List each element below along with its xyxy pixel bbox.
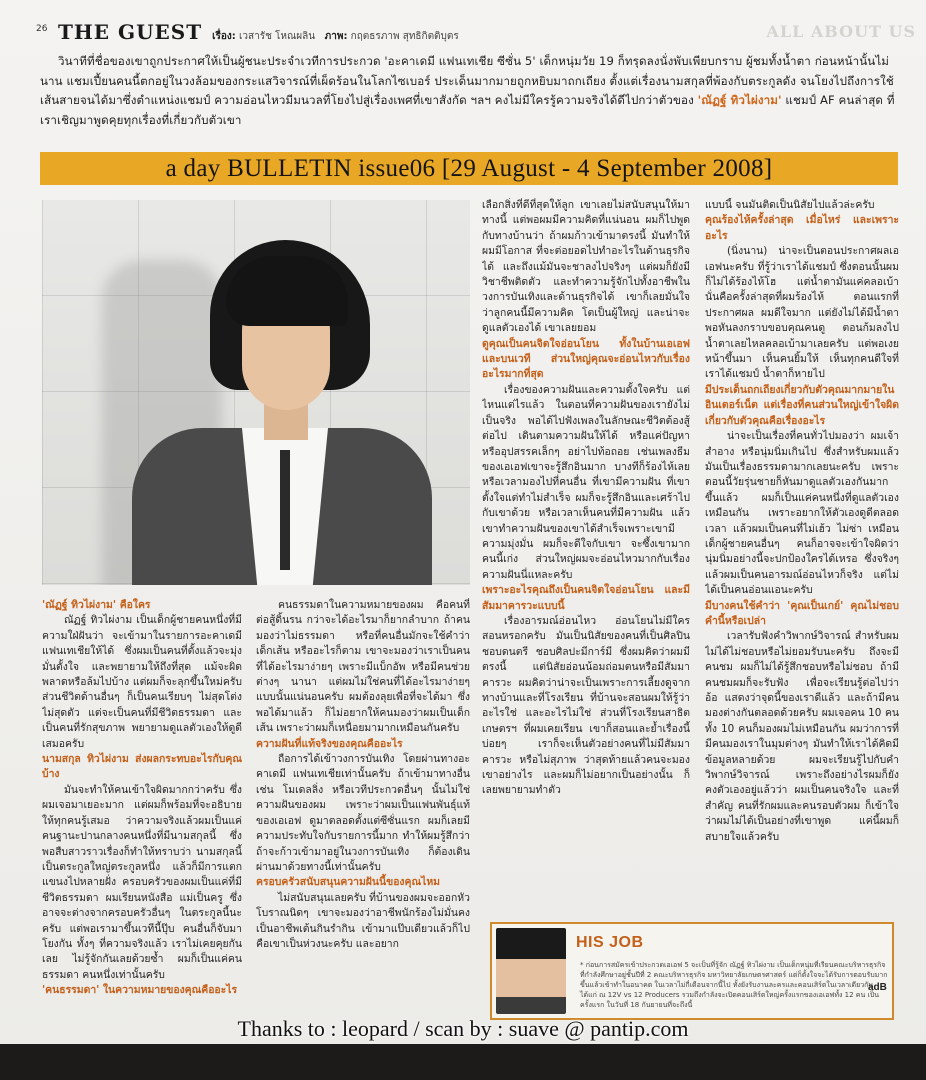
interview-paragraph: เรื่องของความฝันและความตั้งใจครับ แต่ไหนแต่ไรแล้ว ในตอนที่ความฝันของเรายังไม่เป็นจริง พอได้ไปฟังเพลงในลักษณะชีวิตต้องสู้ต่อไป เดินตามความฝันให้ได้ หรือแค่ปัญหาหรืออุปสรรคเล็กๆ อย่าไปท้อถอย เช่นเพลงธีมของเอเอฟเขาจะรู้สึกอินมาก บางทีก็ร้องไห้เลย หรือเวลามองไปที่คนอื่น ที่เขามีความฝัน ที่เขาตั้งใจแต่ทำไม่สำเร็จ ผมก็จะรู้สึกอินและเศร้าไปกับเขาด้วย หรือเวลาเห็นคนที่มีความฝัน แล้วเขาทำความฝันของเขาได้สำเร็จเพราะเขามีความมุ่งมั่น ผมก็จะดีใจกับเขา จะซึ้งเขามาก คนนี้เก่ง ส่วนใหญ่ผมจะอ่อนไหวมากกับเรื่องความฝันนี่แหละครับ bbox=[482, 383, 690, 581]
interview-paragraph: น่าจะเป็นเรื่องที่คนทั่วไปมองว่า ผมเจ้าสำอาง หรือนุ่มนิ่มเกินไป ซึ่งสำหรับผมแล้วมันเป็นเรื่องธรรมดามากเลยนะครับ เพราะตอนนี้วัยรุ่นชายก็หันมาดูแลตัวเองกันมากขึ้นแล้ว ผมก็เป็นแค่คนหนึ่งที่ดูแลตัวเองเหมือนกัน เพราะอยากให้ตัวเองดูดีตลอดเวลา แล้วผมเป็นคนที่ไม่เฮ้ว ไม่ซ่า เหมือนเด็กผู้ชายคนอื่นๆ คนก็อาจจะเข้าใจผิดว่า นุ่มนิ่มอย่างนี้จะปกป้องใครได้เหรอ ซึ่งจริงๆ แล้วผมเป็นคนอารมณ์อ่อนไหวก็จริง แต่ไม่ได้เป็นคนอ่อนแอนะครับ bbox=[705, 430, 899, 597]
signature-mark: adB bbox=[868, 982, 887, 993]
bottom-bar bbox=[0, 1044, 926, 1080]
interview-paragraph: (นิ่งนาน) น่าจะเป็นตอนประกาศผลเอเอฟนะครับ ที่รู้ว่าเราได้แชมป์ ซึ่งตอนนั้นผมก็ไม่ได้ร้องไห้โฮ แต่น้ำตามันแค่คลอเบ้า นั่นคือครั้งล่าสุดที่ผมร้องไห้ ตอนแรกที่ประกาศผล ผมดีใจมาก แต่ยังไม่ได้มีน้ำตา พอหันลงกราบขอบคุณคนดู ตอนก้มลงไปน้ำตาเลยไหลคลอเบ้ามาเลยครับ แต่พอเงยหน้าขึ้นมา เห็นคนยิ้มให้ เห็นทุกคนดีใจที่เราได้แชมป์ น้ำตาก็หายไป bbox=[705, 245, 899, 381]
intro-paragraph bbox=[40, 52, 900, 130]
his-job-box bbox=[490, 922, 894, 1020]
photo-label: ภาพ: bbox=[324, 31, 348, 42]
photo-tie bbox=[280, 450, 290, 570]
interview-question: ความฝันที่แท้จริงของคุณคืออะไร bbox=[256, 737, 403, 750]
page-number: 26 bbox=[36, 24, 48, 34]
interview-paragraph: ณัฏฐ์ ทิวไผ่งาม เป็นเด็กผู้ชายคนหนึ่งที่มีความใฝ่ฝันว่า จะเข้ามาในรายการอะคาเดมี แฟนเทเชียให้ได้ ซึ่งผมเป็นคนที่ตั้งแล้วจะมุ่งมั่นตั้งใจ และพยายามให้ถึงที่สุด แม้จะผิดพลาดหรือล้มไปบ้าง แต่ผมก็จะลุกขึ้นใหม่ครับ ส่วนชีวิตด้านอื่นๆ ก็เป็นคนเรียบๆ ไม่สุดโต่ง ไม่สุดตัว แต่จะเป็นคนที่มีชีวิตธรรมดา และเป็นคนที่รักสุขภาพ พยายามดูแลตัวเองให้ดูดีเสมอครับ bbox=[42, 614, 242, 750]
story-author: เวสารัช โหณผลิน bbox=[238, 31, 316, 42]
interview-paragraph: เรื่องอารมณ์อ่อนไหว อ่อนโยนไม่มีใครสอนหรอกครับ มันเป็นนิสัยของคนที่เป็นศิลปิน ชอบดนตรี ชอบศิลปะมีการ์มี ซึ่งผมคิดว่าผมมีตรงนี้ แต่นิสัยอ่อนน้อมถ่อมตนหรือมีสัมมาคารวะ ผมคิดว่าน่าจะเป็นเพราะการเลี้ยงดูจากทางบ้านและที่โรงเรียน ที่บ้านจะสอนผมให้รู้ว่าอะไรใช่ และอะไรไม่ใช่ ส่วนที่โรงเรียนสาธิตเกษตรฯ ที่ผมเคยเรียน เขาก็สอนและย้ำเรื่องนี้บ่อยๆ เราก็จะเห็นตัวอย่างคนที่ไม่มีสัมมาคารวะ หรือไม่สุภาพ ว่าสุดท้ายแล้วคนจะมองเขาอย่างไร และผมก็ไม่อยากเป็นอย่างนั้น ก็เลยพยายามทำตัว bbox=[482, 614, 690, 797]
section-title: THE GUEST bbox=[58, 20, 203, 44]
story-label: เรื่อง: bbox=[212, 31, 236, 42]
interview-question: ดูคุณเป็นคนจิตใจอ่อนโยน ทั้งในบ้านเอเอฟและบนเวที ส่วนใหญ่คุณจะอ่อนไหวกับเรื่องอะไรมากที่สุด bbox=[482, 337, 690, 381]
byline bbox=[212, 29, 459, 44]
portrait-photo bbox=[42, 200, 470, 585]
interview-paragraph: เลือกสิ่งที่ดีที่สุดให้ลูก เขาเลยไม่สนับสนุนให้มาทางนี้ แต่พอผมมีความคิดที่แน่นอน ผมก็ไปพูดกับทางบ้านว่า ถ้าผมก้าวเข้ามาตรงนี้ มันทำให้ผมมีโอกาส ที่จะต่อยอดไปทำอะไรในด้านธุรกิจได้ และถึงแม้มันจะชาลงไปจริงๆ แต่ผมก็ยังมีวิชาชีพติดตัว และทำความรู้จักไปทั้งอาชีพในวงการบันเทิงและด้านธุรกิจได้ เขาก็เลยมั่นใจว่าลูกคนนี้มีความคิด โตเป็นผู้ใหญ่ และน่าจะดูแลตัวเองได้ เขาเลยยอม bbox=[482, 199, 690, 335]
interview-question: นามสกุล ทิวไผ่งาม ส่งผลกระทบอะไรกับคุณบ้าง bbox=[42, 753, 242, 781]
interview-question: มีประเด็นถกเถียงเกี่ยวกับตัวคุณมากมายในอินเตอร์เน็ต แต่เรื่องที่คนส่วนใหญ่เข้าใจผิดเกี่ยวกับตัวคุณคือเรื่องอะไร bbox=[705, 383, 899, 427]
interview-paragraph: เวลารับฟังคำวิพากษ์วิจารณ์ สำหรับผมไม่ได้ไม่ชอบหรือไม่ยอมรับนะครับ ถึงจะมีคนชม ผมก็ไม่ได้รู้สึกชอบหรือไม่ชอบ ถ้ามีคนชมผมก็จะรับฟัง เพื่อจะเรียนรู้ต่อไปว่า อ้อ แสดงว่าจุดนี้ของเราดีแล้ว และถ้ามีคนมองต่างกันตลอดด้วยครับ ผมเจอคน 10 คน ทั้ง 10 คนก็มองผมไม่เหมือนกัน ผมว่าการที่มีคนมองเราในมุมต่างๆ มันทำให้เราได้คิดมีข้อมูลหลายด้วย ผมจะเรียนรู้ไปกับคำวิพากษ์วิจารณ์ เพราะถึงอย่างไรผมก็ยังคงตัวเองอยู่แล้วว่า ผมเป็นคนจริงใจ และที่สำคัญ คนที่รักผมและคนรอบตัวผม ก็เข้าใจว่าผมไม่ได้เป็นอย่างที่เขาพูด แค่นี้ผมก็สบายใจแล้วครับ bbox=[705, 630, 899, 843]
article-header bbox=[36, 20, 459, 48]
bulletin-label: a day BULLETIN issue06 [29 August - 4 September 2008] bbox=[165, 154, 773, 182]
photo-author: กฤตธรภาพ สุทธิกิตติบุตร bbox=[350, 31, 459, 42]
interview-question: 'คนธรรมดา' ในความหมายของคุณคืออะไร bbox=[42, 984, 238, 997]
interview-paragraph: ไม่สนับสนุนเลยครับ ที่บ้านของผมจะออกหัวโบราณนิดๆ เขาจะมองว่าอาชีพนักร้องไม่มั่นคง เป็นอาชีพเต้นกินรำกิน เข้ามาแป๊บเดียวแล้วก็ไป คือเขาเป็นห่วงนะครับ และอยาก bbox=[256, 891, 470, 950]
interview-question: 'ณัฏฐ์ ทิวไผ่งาม' คือใคร bbox=[42, 599, 151, 611]
text-column-3 bbox=[482, 198, 690, 906]
intro-name: 'ณัฏฐ์ ทิวไผ่งาม' bbox=[697, 93, 782, 107]
his-job-title: HIS JOB bbox=[576, 934, 644, 951]
intro-text-b: แชมป์ AF คนล่าสุด ที่เราเชิญมาพูดคุยทุกเรื่องที่เกี่ยวกับตัวเขา bbox=[40, 93, 895, 127]
photo-fringe bbox=[226, 256, 348, 326]
interview-paragraph: มันจะทำให้คนเข้าใจผิดมากกว่าครับ ซึ่งผมเจอมาเยอะมาก แต่ผมก็พร้อมที่จะอธิบายให้ทุกคนรู้เสมอ ว่าความจริงแล้วผมเป็นแค่คนฐานะปานกลางคนหนึ่งที่มีนามสกุลนี้ ซึ่งพอสืบสาวราวเรื่องก็ทำให้ทราบว่า นามสกุลนี้เป็นตระกูลใหญ่ตระกูลหนึ่ง แล้วก็มีการแตกแขนงไปหลายฝั่ง ครอบครัวของผมเป็นแค่ที่มีชีวิตธรรมดา ผมเรียนหนังสือ แม่เป็นครู ซึ่งอาจจะต่างจากครอบครัวอื่นๆ ในตระกูลนี้นะครับ แต่พอเรามาขึ้นเวทีนี้ปุ๊บ คนอื่นก็จับมาโยงกัน ทั้งๆ ที่ความจริงแล้ว เราไม่เคยคุยกันเลย ไม่รู้จักกันเลยด้วยซ้ำ ผมก็เป็นแค่คนธรรมดา คนหนึ่งเท่านั้นครับ bbox=[42, 783, 242, 981]
his-job-thumbnail bbox=[496, 928, 566, 1014]
text-column-4 bbox=[705, 198, 899, 988]
interview-question: มีบางคนใช้คำว่า 'คุณเป็นเกย์' คุณไม่ชอบคำนี้หรือเปล่า bbox=[705, 599, 899, 627]
interview-question: คุณร้องไห้ครั้งล่าสุด เมื่อไหร่ และเพราะอะไร bbox=[705, 214, 899, 242]
interview-paragraph: คนธรรมดาในความหมายของผม คือคนที่ต่อสู้ดิ้นรน กว่าจะได้อะไรมาก็ยากลำบาก ถ้าคนมองว่าไม่ธรรมดา หรือที่คนอื่นมักจะใช้คำว่า เด็กเส้น หรืออะไรก็ตาม เขาจะมองว่าเราเป็นคนที่ได้อะไรมาง่ายๆ เพราะมีแบ็กอัพ หรือมีคนช่วยต่างๆ นานา แต่ผมไม่ใช่คนที่ได้อะไรมาง่ายๆ แบบนั้นแน่นอนครับ ผมต้องลุยเพื่อที่จะได้มา ซึ่งพอได้มาแล้ว ก็ไม่อยากให้คนมองว่าผมเป็นเด็กเส้น เพราะว่าผมก็เหนื่อยมามากเหมือนกันครับ bbox=[256, 599, 470, 735]
intro-text-a: วินาทีที่ชื่อของเขาถูกประกาศให้เป็นผู้ชนะประจำเวทีการประกวด 'อะคาเดมี แฟนเทเชีย ซีซั่น 5' เด็กหนุ่มวัย 19 ก็ทรุดลงนั่งพับเพียบกราบ ผู้ชมทั้งน้ำตา ก่อนหน้านั้นไม่นาน แชมเปี้ยนคนนี้ตกอยู่ในวงล้อมของกระแสวิจารณ์ที่เผ็ดร้อนในโลกไซเบอร์ ประเด็นมากมายถูกหยิบมาถกเถียง ตั้งแต่เรื่องนามสกุลที่พ้องกับตระกูลดัง จนโยงไปถึงการใช้เส้นสายจนได้มาซึ่งตำแหน่งแชมป์ ความอ่อนไหวมีมนวลที่โยงไปสู่เรื่องเพศที่เขาสังกัด ฯลฯ คงไม่มีใครรู้ความจริงได้ดีไปกว่าตัวของ bbox=[40, 54, 894, 107]
interview-question: เพราะอะไรคุณถึงเป็นคนจิตใจอ่อนโยน และมีสัมมาคารวะแบบนี้ bbox=[482, 584, 690, 612]
text-column-2 bbox=[256, 598, 470, 1043]
bulletin-band bbox=[40, 152, 898, 185]
corner-label: ALL ABOUT US bbox=[766, 22, 916, 41]
interview-paragraph: แบบนี้ จนมันติดเป็นนิสัยไปแล้วล่ะครับ bbox=[705, 199, 875, 211]
scan-credit: Thanks to : leopard / scan by : suave @ pantip.com bbox=[237, 1016, 689, 1041]
interview-paragraph: ถือการได้เข้าวงการบันเทิง โดยผ่านทางอะคาเดมี แฟนเทเชียเท่านั้นครับ ถ้าเข้ามาทางอื่น เช่น โมเดลลิ่ง หรือเวทีประกวดอื่นๆ นั้นไม่ใช่ความฝันของผม เพราะว่าผมเป็นแฟนพันธุ์แท้ของเอเอฟ ดูมาตลอดตั้งแต่ซีซั่นแรก ผมก็เลยมีความประทับใจกับรายการนี้มาก ทำให้ผมรู้สึกว่าถ้าจะก้าวเข้ามาอยู่ในวงการบันเทิง ก็ต้องเดินผ่านมาด้วยทางนี้เท่านั้นครับ bbox=[256, 753, 470, 873]
his-job-text: * ก่อนการสมัครเข้าประกวดเอเอฟ 5 จะเป็นที่รู้จัก ณัฏฐ์ ทิวไผ่งาม เป็นเด็กหนุ่มที่เรียนคณะบริหารธุรกิจ ที่กำลังศึกษาอยู่ชั้นปีที่ 2 คณะบริหารธุรกิจ มหาวิทยาลัยเกษตรศาสตร์ แต่ก็ตั้งใจจะได้รับการตอบรับมากขึ้นแล้วเข้าทำในอนาคต ในเวลาไม่กี่เดือนจากนี้ไป ทั้งยังรับงานละครและคอนเสิร์ตในเวลาเดียวกัน ได้แก่ ณ 12V vs 12 Producers รวมถึงกำลังจะเปิดคอนเสิร์ตใหญ่ครั้งแรกของเอเอฟทั้ง 12 คน เป็นครั้งแรก ในวันที่ 18 กันยายนที่จะถึงนี้ bbox=[580, 961, 888, 1009]
text-column-1 bbox=[42, 598, 242, 1043]
interview-question: ครอบครัวสนับสนุนความฝันนี้ของคุณไหม bbox=[256, 876, 441, 889]
